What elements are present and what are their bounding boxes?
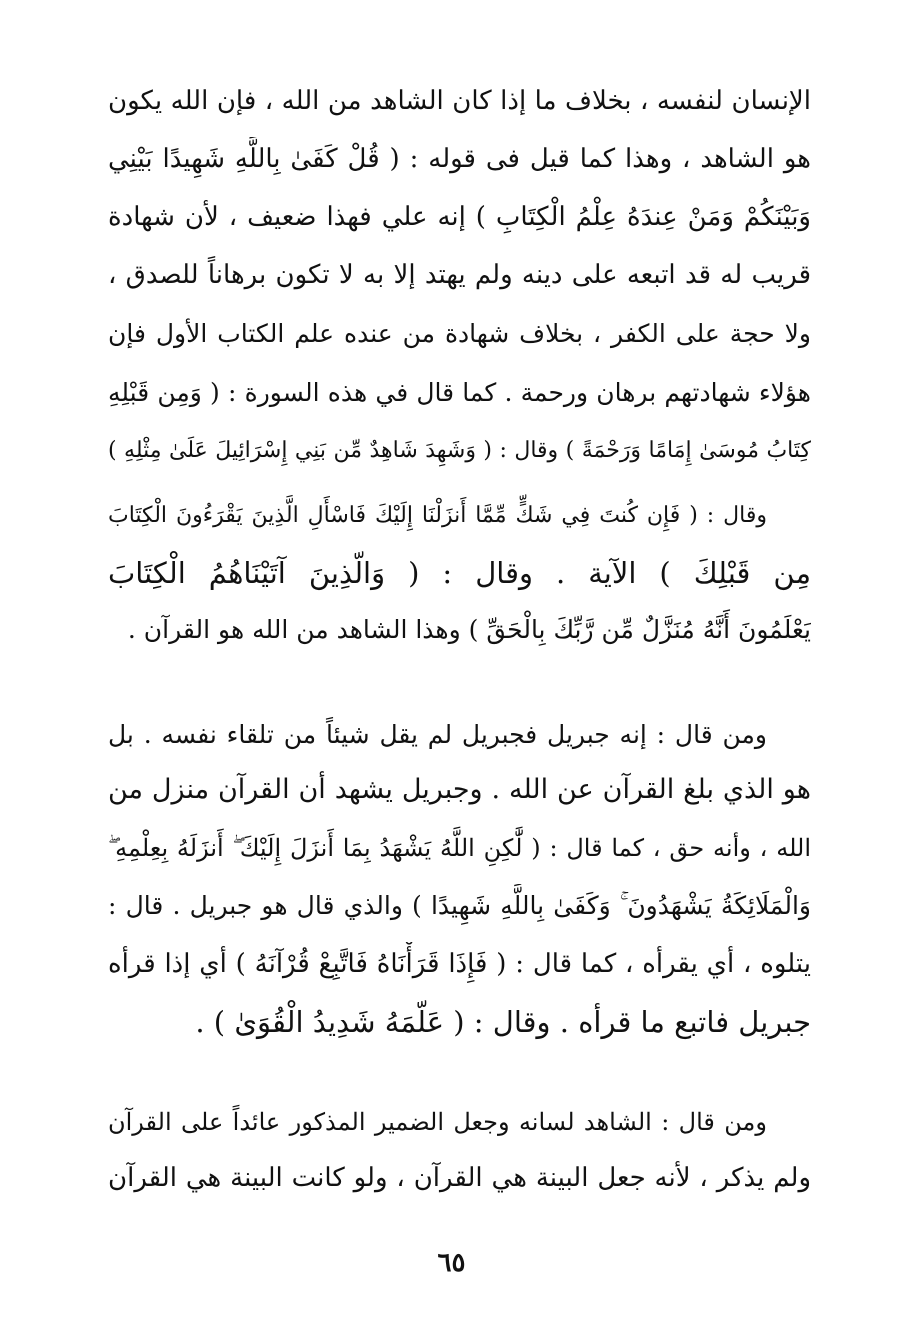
text-line: جبريل فاتبع ما قرأه . وقال : ( عَلَّمَهُ شَدِيدُ الْقُوَىٰ ) . (195, 1005, 811, 1039)
text-line: ومن قال : الشاهد لسانه وجعل الضمير المذكور عائداً على القرآن (108, 1108, 767, 1136)
text-line: هو الذي بلغ القرآن عن الله . وجبريل يشهد أن القرآن منزل من (108, 774, 811, 805)
text-line: ولم يذكر ، لأنه جعل البينة هي القرآن ، ولو كانت البينة هي القرآن (108, 1163, 811, 1193)
text-line: هؤلاء شهادتهم برهان ورحمة . كما قال في هذه السورة : ( وَمِن قَبْلِهِ (108, 378, 811, 407)
text-line: الإنسان لنفسه ، بخلاف ما إذا كان الشاهد من الله ، فإن الله يكون (108, 86, 811, 116)
text-line: قريب له قد اتبعه على دينه ولم يهتد إلا به لا تكون برهاناً للصدق ، (108, 260, 811, 290)
text-line: هو الشاهد ، وهذا كما قيل فى قوله : ( قُلْ كَفَىٰ بِاللَّهِ شَهِيدًا بَيْنِي (108, 144, 811, 174)
text-line: كِتَابُ مُوسَىٰ إِمَامًا وَرَحْمَةً ) وقال : ( وَشَهِدَ شَاهِدٌ مِّن بَنِي إِسْرَائِيلَ عَلَىٰ مِثْلِهِ ) (108, 438, 811, 463)
text-line: ومن قال : إنه جبريل فجبريل لم يقل شيئاً من تلقاء نفسه . بل (108, 720, 767, 749)
text-line: وقال : ( فَإِن كُنتَ فِي شَكٍّ مِّمَّا أَنزَلْنَا إِلَيْكَ فَاسْأَلِ الَّذِينَ يَقْرَءُونَ الْكِتَابَ (108, 503, 767, 528)
text-line: مِن قَبْلِكَ ) الآية . وقال : ( وَالَّذِينَ آتَيْنَاهُمُ الْكِتَابَ (108, 556, 811, 590)
text-line: يَعْلَمُونَ أَنَّهُ مُنَزَّلٌ مِّن رَّبِّكَ بِالْحَقِّ ) وهذا الشاهد من الله هو القرآن . (127, 615, 811, 644)
page-number: ٦٥ (437, 1248, 466, 1278)
text-line: يتلوه ، أي يقرأه ، كما قال : ( فَإِذَا قَرَأْنَاهُ فَاتَّبِعْ قُرْآنَهُ ) أي إذا قرأه (108, 949, 811, 979)
text-line: الله ، وأنه حق ، كما قال : ( لَّٰكِنِ اللَّهُ يَشْهَدُ بِمَا أَنزَلَ إِلَيْكَ ۖ أَنزَلَهُ بِعِلْمِهِ ۖ (108, 834, 811, 862)
text-line: وَبَيْنَكُمْ وَمَنْ عِندَهُ عِلْمُ الْكِتَابِ ) إنه علي فهذا ضعيف ، لأن شهادة (108, 202, 811, 232)
text-line: وَالْمَلَائِكَةُ يَشْهَدُونَ ۚ وَكَفَىٰ بِاللَّهِ شَهِيدًا ) والذي قال هو جبريل . قال : (108, 891, 811, 920)
text-line: ولا حجة على الكفر ، بخلاف شهادة من عنده علم الكتاب الأول فإن (108, 319, 811, 348)
